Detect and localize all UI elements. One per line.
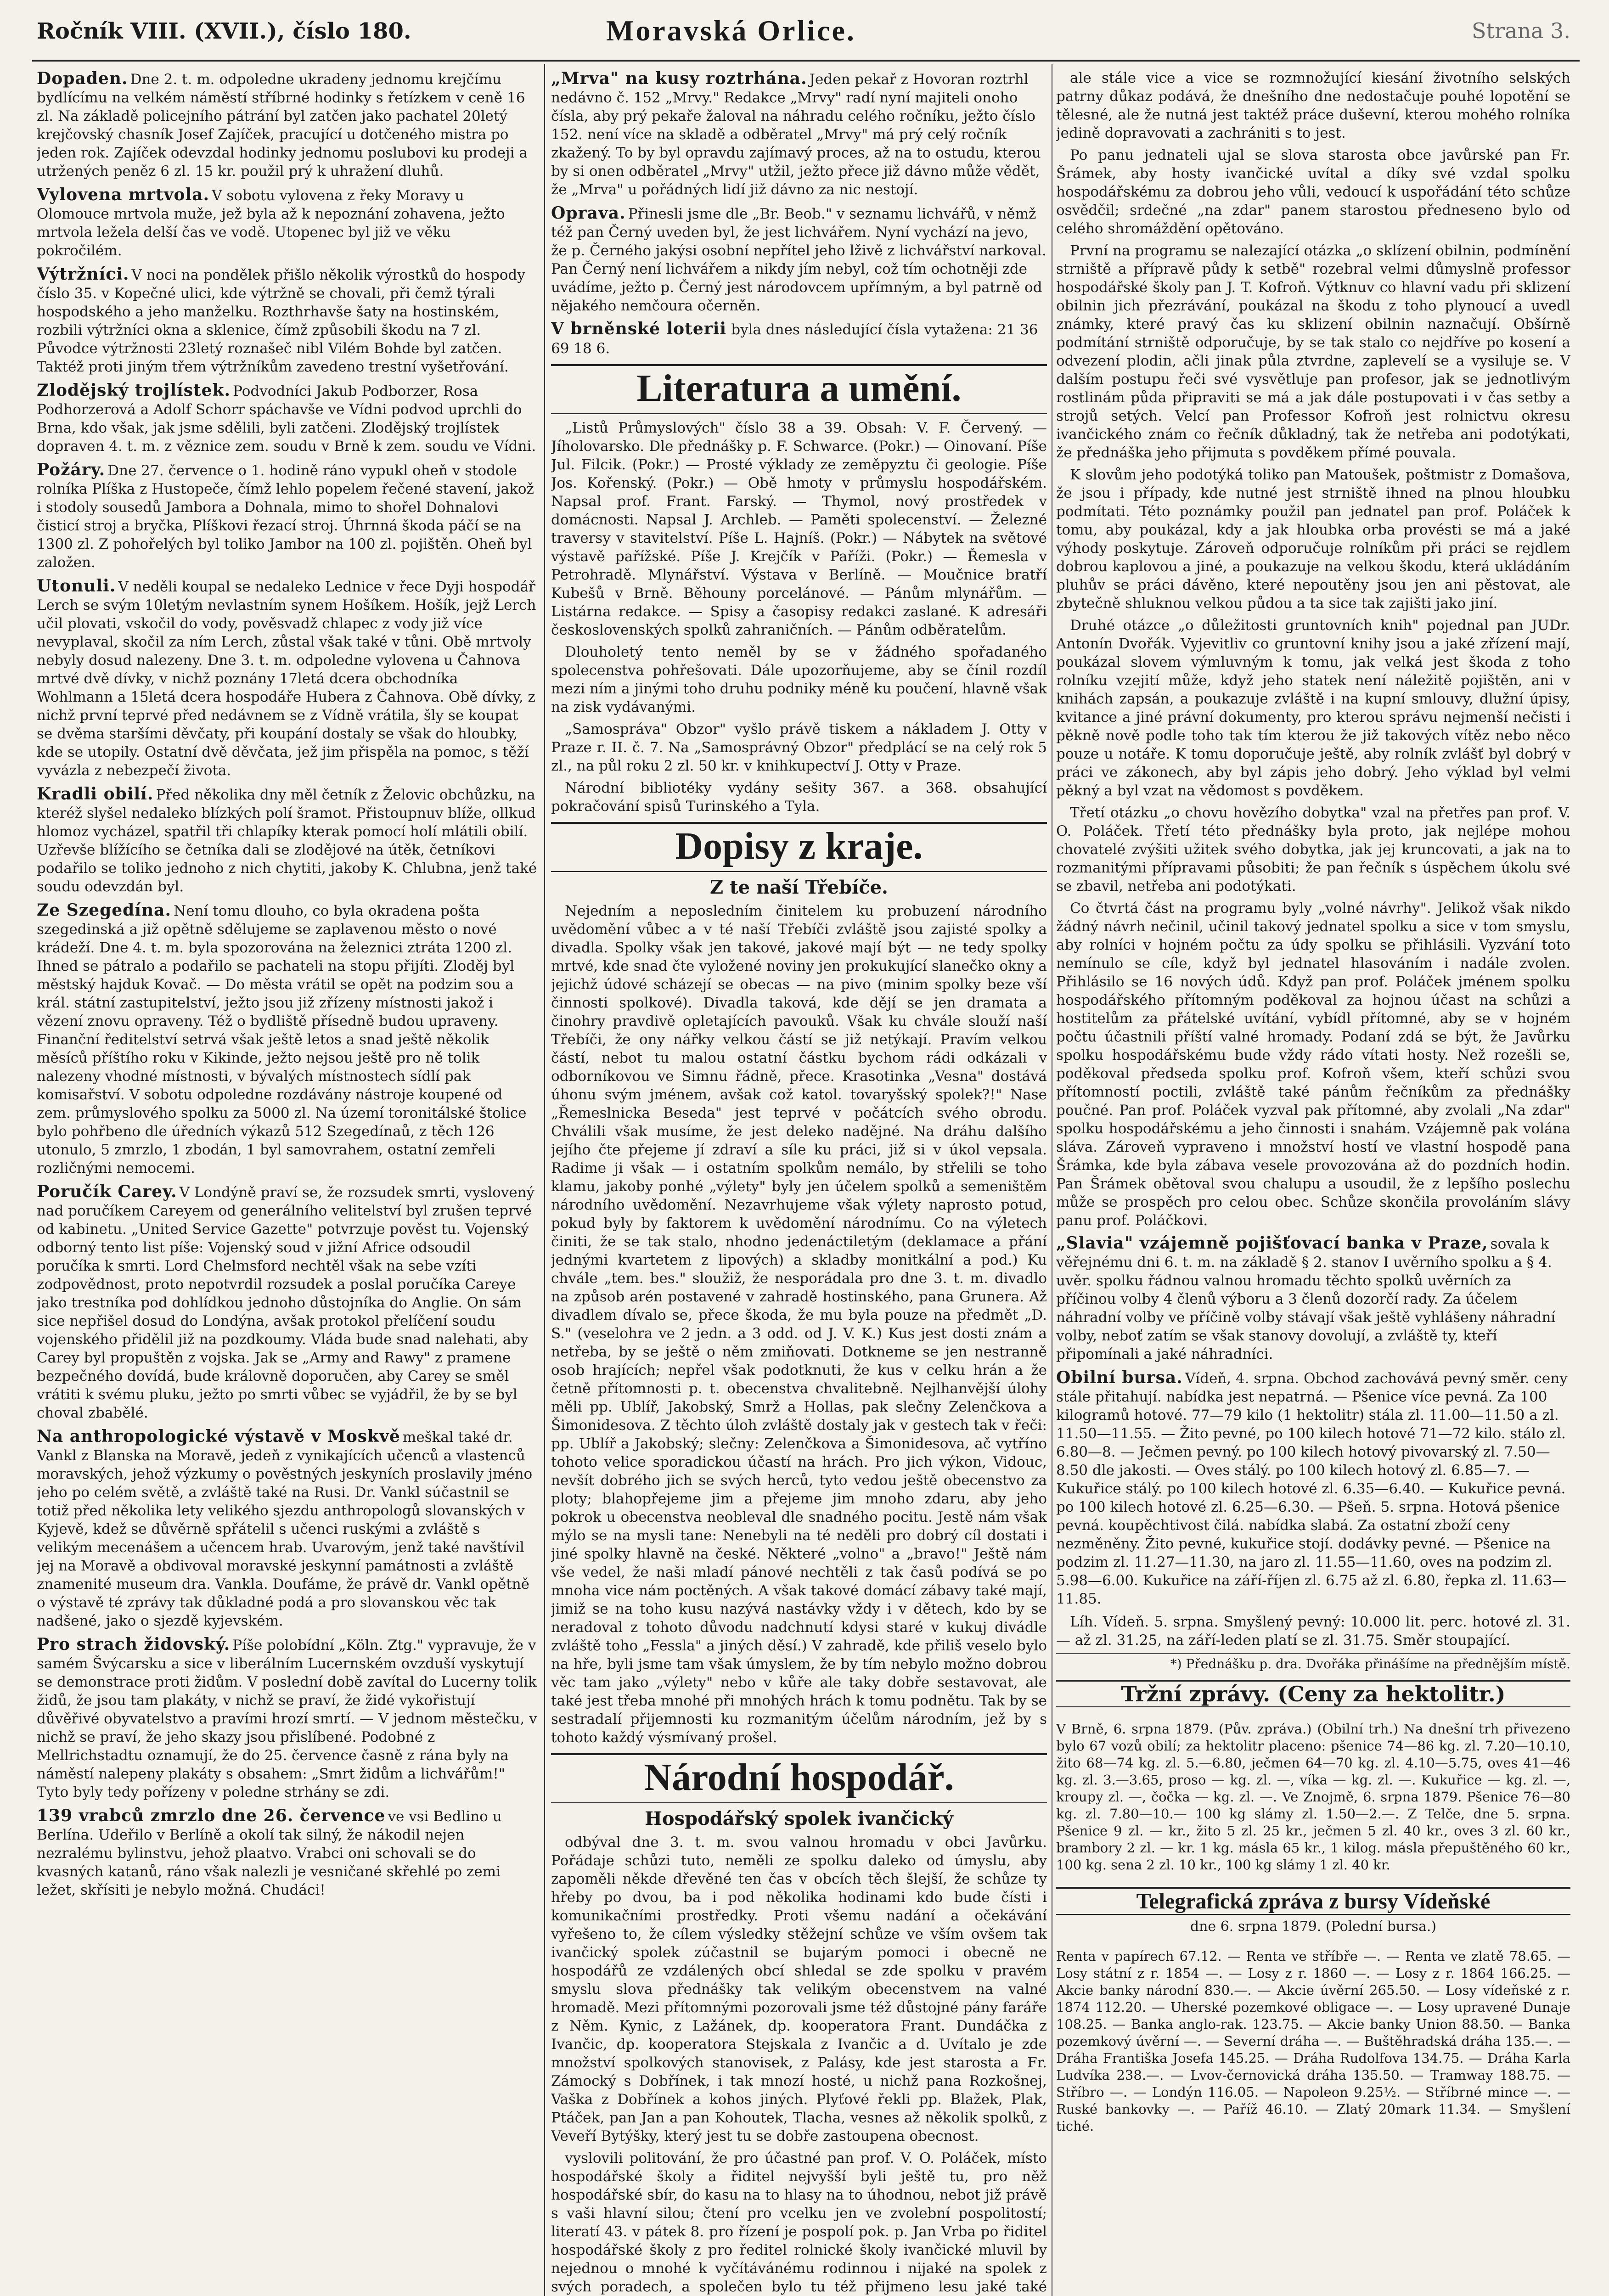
paragraph: Třetí otázku „o chovu hovězího dobytka" vzal na přetřes pan prof. V. O. Poláček. Třetí této přednášky byla proto, jak nejlépe mohou chovatelé zvýšiti užitek svého dobytka, jak jej kruncovati, a jak na to rozmanitými přípravami působiti; že pan řečník s úspěchem úkolu své se zbavil, netřeba ani podotýkati. [1056,805,1570,895]
article-title: Vylovena mrtvola. [37,185,210,204]
article [37,784,537,896]
article [37,1806,537,1899]
footnote: *) Přednášku p. dra. Dvořáka přinášíme na přednějším místě. [1056,1653,1570,1672]
article-title: Výtržníci. [37,264,129,284]
telegraph-date: dne 6. srpna 1879. (Polední bursa.) [1190,1919,1437,1935]
issue-info: Ročník VIII. (XVII.), číslo 180. [37,18,411,44]
paragraph: „Listů Průmyslových" číslo 38 a 39. Obsah: V. F. Červený. — Jíholovarsko. Dle přednášky p. F. Schwarce. (Pokr.) — Oinovaní. Píše Jul. Filcik. (Pokr.) — Prosté výklady ze zeměpyztu či geologie. Píše Jos. Kořenský. (Pokr.) — Obě hmoty v průmyslu hospodářském. Napsal prof. Frant. Farský. — Thymol, nový prostředek v domácnosti. Napsal J. Archleb. — Paměti spolecenství. — Železné traversy v stavitelství. Píše L. Hajníš. (Pokr.) — Nábytek na světové výstavě pařížské. Píše J. Krejčík v Paříži. (Pokr.) — Řemesla v Petrohradě. Mlynářství. Výstava v Berlíně. — Moučnice bratří Kubešů v Brně. Běhouny porcelánové. — Pánům mlynářům. — Listárna redakce. — Spisy a časopisy redakci zaslané. K adresáři československých spolků zahraničních. — Pánům odběratelům. [551,420,1047,638]
article [551,69,1047,199]
article-body: V sobotu vylovena z řeky Moravy u Olomouce mrtvola muže, jež byla až k nepoznání zohavena, ježto mrtvola ležela delší čas ve vodě. Utopenec byl již ve věku pokročilém. [37,187,505,259]
article-body: Vídeň, 4. srpna. Obchod zachovává pevný směr. ceny stále přitahují. nabídka jest nepatrná. — Pšenice více pevná. Za 100 kilogramů hotové. 77—79 kilo (1 hektolitr) stála zl. 11.00—11.50 a zl. 11.50—11.55. — Žito pevné, po 100 kilech hotové 71—72 kilo. stálo zl. 6.80—8. — Ječmen pevný. po 100 kilech hotový pivovarský zl. 7.50—8.50 dle jakosti. — Oves stálý. po 100 kilech hotový zl. 6.85—7. — Kukuřice stálý. po 100 kilech hotové zl. 6.35—6.40. — Kukuřice pevná. po 100 kilech hotové zl. 6.25—6.30. — Pšeň. 5. srpna. Hotová pšenice pevná. koupěchtivost čilá. nabídka slabá. Za ostatní zboží ceny nezměněny. Žito pevné, kukuřice stojí. dodávky pevné. — Pšenice na podzim zl. 11.27—11.30, na jaro zl. 11.55—11.60, oves na podzim zl. 5.98—6.00. Kukuřice na září-říjen zl. 6.75 až zl. 6.80, řepka zl. 11.63—11.85. [1056,1370,1568,1607]
article [37,576,537,780]
section-heading-telegraph: Telegrafická zpráva z bursy Vídeňské [1056,1887,1570,1915]
article-body: Není tomu dlouho, co byla okradena pošta szegedinská a již opětně sdělujeme se zaplavenou město o nové krádeží. Dne 4. t. m. byla spozorována na železnici ztráta 1200 zl. Ihned se pátralo a podařilo se pachateli na stopu přijíti. Zloděj byl městský hajduk Kovač. — Do města vrátil se opět na podzim sou a král. státní zastupitelství, ježto jsou již zřízeny místnosti jakož i vězení znovu opraveny. Též o bydliště přísedně budou upraveny. Finanční ředitelství setrvá však ještě letos a snad ještě několik měsíců příštího roku v Kikinde, ježto nejsou ještě pro ně tolik nalezeny vhodné místnosti, v bývalých místnostech sídlí pak komisařství. V sobotu odpoledne rozdávány nástroje koupené od zem. průmyslového spolku za 5000 zl. Na území toronitálské štolice bylo pohřbeno dle úředních výkazů 512 Szegedínaů, z těch 126 utonulo, 5 zmrzlo, 1 zbodán, 1 byl samovrahem, ostatní zemřeli rozličnými nemocemi. [37,903,527,1176]
article-title: Kradli obilí. [37,784,154,804]
article-title: Ze Szegedína. [37,900,172,920]
lottery-results [551,320,1047,358]
subheading: Hospodářský spolek ivančický [645,1808,953,1829]
article-body: Dne 27. července o 1. hodině ráno vypukl oheň v stodole rolníka Plíška z Hustopeče, čímž lehlo popelem řečené stavení, jakož i stodoly sousedů Jambora a Dohnala, mimo to shořel Dohnalovi čisticí stroj a bryčka, Plíškovi řezací stroj. Úhrnná škoda páčí se na 1300 zl. Z pohořelých byl toliko Jambor na 100 zl. pojištěn. Oheň byl založen. [37,462,534,571]
article-body: meškal také dr. Vankl z Blanska na Moravě, jedeň z vynikajících učenců a vlastenců moravských, jehož výzkumy o pověstných jeskyních proslavily jméno jeho po celém světě, a zvláště také na Rusi. Dr. Vankl súčastnil se totiž před několika lety velikého sjezdu anthropologů slovanských v Kyjevě, kdež se důvěrně spřátelil s učenci ruskými a zvláště s velikým mecenášem a učencem hrab. Uvarovým, jenž také navštívil jej na Moravě a obdivoval moravské jeskynní památnosti a zvláště znamenité museum dra. Vankla. Doufáme, že právě dr. Vankl opětně o výstavě té zprávy tak důkladné podá a pro slovanskou věc tak nadšené, jako o sjezdě kyjevském. [37,1429,533,1629]
article-title: Utonuli. [37,576,116,596]
paragraph: ale stále vice a vice se rozmnožující kiesání životního selských patrny důkaz podává, že dnešního dne nedostačuje pouhé lopotění se tělesné, ale že nutná jest taktéž práce duševní, kterou mohého rolníka jedině dopravovati a zachrániti s to jest. [1056,70,1570,141]
article [37,381,537,456]
article [37,460,537,572]
article [37,1182,537,1422]
section-heading-market: Tržní zprávy. (Ceny za hektolitr.) [1056,1680,1570,1707]
article [37,185,537,260]
article-title: Požáry. [37,460,106,479]
article [37,264,537,376]
article-body: Jeden pekař z Hovoran roztrhl nedávno č. 152 „Mrvy." Redakce „Mrvy" radí nyní majiteli onoho čísla, aby prý pekaře žaloval na náhradu celého ročníku, ježto číslo 152. není více na skladě a odběratel „Mrvy" má prý celý ročník zkažený. To by byl opravdu zajímavý proces, až na to ostudu, kterou by si onen odběratel „Mrvy" utžil, ježto přece již dávno může vědět, že „Mrva" u pořádných lidí již dávno za nic nestojí. [551,71,1041,198]
column-2 [551,69,1047,2296]
section-heading-economy: Národní hospodář. [551,1753,1047,1803]
stock-report: Renta v papírech 67.12. — Renta ve stříbře —. — Renta ve zlatě 78.65. — Losy státní z r. 1854 —. — Losy z r. 1860 —. — Losy z r. 1864 166.25. — Akcie banky národní 830.—. — Akcie úvěrní 265.50. — Losy vídeňské z r. 1874 112.20. — Uherské pozemkové obligace —. — Losy upravené Dunaje 108.25. — Banka anglo-rak. 123.75. — Akcie banky Union 88.50. — Banka pozemkový úvěrní —. — Severní dráha —. — Buštěhradská dráha 135.—. — Dráha Františka Josefa 145.25. — Dráha Rudolfova 134.75. — Dráha Karla Ludvíka 238.—. — Lvov-černovická dráha 135.50. — Tramway 188.75. — Stříbro —. — Londýn 116.05. — Napoleon 9.25½. — Stříbrné mince —. — Ruské bankovky —. — Paříž 46.10. — Zlatý 20mark 11.34. — Smyšlení tiché. [1056,1948,1570,2134]
article [37,900,537,1177]
article-title: Oprava. [551,203,626,223]
article-title: Obilní bursa. [1056,1368,1183,1387]
paragraph: Po panu jednateli ujal se slova starosta obce javůrské pan Fr. Šrámek, aby hosty ivančické uvítal a díky své vzdal spolku hospodářskému za dobrou jeho vůli, vedoucí k uspořádání této schůze osvědčil; srdečné „na zdar" panem starostou předneseno bylo od celého shromáždění opětováno. [1056,147,1570,237]
article [37,69,537,180]
paragraph: Národní bibliotéky vydány sešity 367. a 368. obsahující pokračování spisů Turinského a Tyla. [551,780,1047,815]
section-heading-letters: Dopisy z kraje. [551,822,1047,872]
article [1056,1233,1570,1363]
market-report: V Brně, 6. srpna 1879. (Pův. zpráva.) (Obilní trh.) Na dnešní trh přivezeno bylo 67 vozů obilí; za hektolitr placeno: pšenice 74—86 kg. zl. 7.20—10.10, žito 68—74 kg. zl. 5.—6.80, ječmen 64—70 kg. zl. 4.10—5.75, oves 41—46 kg. zl. 3.—3.65, proso — kg. zl. —, víka — kg. zl. —. Kukuřice — kg. zl. —, kroupy zl. —, čočka — kg. zl. —. Ve Znojmě, 6. srpna 1879. Pšenice 76—80 kg. zl. 7.80—10.— 100 kg slámy zl. 1.50—2.—. Z Telče, dne 5. srpna. Pšenice 9 zl. — kr., žito 5 zl. 25 kr., ječmen 5 zl. 40 kr., oves 3 zl. 60 kr., brambory 2 zl. — kr. 1 kg. másla 65 kr., 1 kilog. másla přepuštěného 60 kr., 100 kg. sena 2 zl. 10 kr., 100 kg slámy 1 zl. 40 kr. [1056,1721,1570,1873]
article-body: V Londýně praví se, že rozsudek smrti, vyslovený nad poručíkem Careyem od generálního velitelství byl zrušen teprvé od kabinetu. „United Service Gazette" potvrzuje pověst tu. Vojenský odborný tento list píše: Vojenský soud v jižní Africe odsoudil poručíka k smrti. Lord Chelmsford nechtěl však na sebe vzíti zodpovědnost, proto nepotvrdil rozsudek a poslal poručíka Careye jako trestníka pod dohlídkou jednoho důstojníka do Anglie. On sám sice nepřišel dosud do Londýna, avšak protokol přelíčení soudu vojenského přidělil již na pozdkoumy. Vláda bude snad nalehati, aby Carey byl propuštěn z vojska. Jak se „Army and Rawy" z pramene bezpečného dovídá, bude královně doporučen, aby Carey se směl vrátiti k svému pluku, ježto po smrti vůbec se vyjádřil, že by se byl choval zbabělé. [37,1184,535,1421]
article-title: Pro strach židovský. [37,1635,231,1654]
page-number: Strana 3. [1472,18,1570,43]
article-body: byla dnes následující čísla vytažena: 21 36 69 18 6. [551,321,1038,357]
article-body: Dne 2. t. m. odpoledne ukradeny jednomu krejčímu bydlícímu na velkém náměstí stříbrné hodinky s řetízkem v ceně 16 zl. Na základě policejního pátrání byl zatčen jako pachatel 20letý krejčovský chasník Josef Zajíček, pracující u dotčeného mistra po jeden rok. Zajíček odevzdal hodinky jednomu poslubovi ku prodeji a utržených peněz 6 zl. 15 kr. použil prý k uhražení dluhů. [37,71,528,180]
column-1 [37,69,537,2296]
subheading: Z te naší Třebíče. [710,877,888,898]
article-body: Před několika dny měl četník z Želovic obchůzku, na kteréž slyšel nedaleko blízkých polí šramot. Přistoupnuv blíže, ollkud hlomoz vycházel, spatřil tři chlapíky kterak pomocí holí mlátili obilí. Uzřevše blížícího se četníka dali se zlodějové na útěk, četníkovi podařilo se toliko jednoho z nich chytiti, jakoby K. Chlubna, jenž také soudu odevzdán byl. [37,787,537,895]
article [37,1635,537,1801]
paragraph: „Samospráva" Obzor" vyšlo právě tiskem a nákladem J. Otty v Praze r. II. č. 7. Na „Samosprávný Obzor" předplácí se na celý rok 5 zl., na půl roku 2 zl. 50 kr. v knihkupectví J. Otty v Praze. [551,721,1047,774]
paragraph: Líh. Vídeň. 5. srpna. Smyšlený pevný: 10.000 lit. perc. hotové zl. 31.— až zl. 31.25, na září-leden platí se zl. 31.75. Směr stoupající. [1056,1614,1570,1649]
paragraph: Nejedním a neposledním činitelem ku probuzení národního uvědomění vůbec a v té naší Třebíči zvláště jsou zajisté spolky a divadla. Spolky však jen takové, jakové mají být — ne tedy spolky mrtvé, kde snad čte vyložené noviny jen prokukující slanečko okny a jejichž údové scházejí se obecas — na pivo (minim spolky beze vší činnosti spolkové). Divadla taková, kde dějí se jen dramata a činohry pravdivě opletajících pavouků. Však ku chvále slouží naší Třebíči, že ony nářky velkou částí se již netýkají. Pravím velkou částí, nebot tu malou ostatní částku bychom rádi odkázali v odborníkovou ve Simnu řádně, přece. Krasotinka „Vesna" dostává úhonu svým jménem, avšak což katol. tovaryšský spolek?!" Nase „Řemeslnicka Beseda" jest teprvé v počátcích svého obrodu. Chválili však musíme, že jest deleko nadějné. Na dráhu dalšího jejího čte přejeme jí zdraví a síle ku práci, již si v úkol vepsala. Radime ji však — i ostatním spolkům nemálo, by střelili se toho klamu, jakoby ponhé „výlety" byly jen účelem spolků a semeništěm národního uvědomění. Nezavrhujeme však výlety naprosto potud, pokud byly by faktorem k uvědomění národnímu. Co na výletech činiti, že se tak stalo, nhodno jedenáctiletým (deklamace a přání jednými kvartetem z lipových) a skladby monitkální a pod.) Ku chvále „tem. bes." sloužiž, že nesporádala pro dne 3. t. m. divadlo na způsob arén postavené v zahradě hostinského, pana Grunera. Až divadlem dívalo se, přece škoda, že mu byla pouze na předmět „D. S." (veselohra ve 2 jedn. a 3 odd. od J. V. K.) Kus jest dosti znám a netřeba, by se ještě o něm zmiňovati. Dotkneme se jen nestranně osob hrajících; nepřel však podotknuti, že kus v celku hrán a že četně přítomnosti p. t. obecenstva chvalitebně. Nejlhanvější úlohy měli pp. Ublíř, Jakobský, Smrž a Hollas, pak slečny Zelenčkova a Šimonidesova. Z těchto úloh zvláště dostaly jak v gestech tak v řeči: pp. Ublíř a Jakobský; slečny: Zelenčkova a Šimonidesova, ač vytříno tohoto velice sporadickou účastí na hrách. Pro jich výkon, Vidouc, nevšít dobrého jich se svých herců, tyto vedou ještě obecenstvo za ploty; blahopřejeme jim a přejeme jim mnoho zdaru, aby jeho pokrok u obecenstva neobleval dle snadného pocitu. Jestě nám však mýlo se na mysli tane: Nenebyli na té neděli pro dobrý cíl dostati i jiné spolky hlavně na české. Některé „volno" a „bravo!" Ještě nám vše vedel, že naši mladí pánové nechtěli z tak časů podívá se po mnoha vice nám poctěných. A však takové domácí zábavy také mají, jimiž se na toho kusu nazývá nastávky vždy i v dětech, kdo by se neradoval z tohoto důvodu nadchnutí kdysi staré v kukuj divádle zvláště toho „Fessla" a jiných děsí.) V zahradě, kde přiliš veselo bylo na hře, byli jsme tam však úmyslem, že by tím nebylo možno dobrou věc tam jako „výlety" nebo v kůře ale taky dobře sestavovat, ale také jest třeba mnohé při mnohých hrách k tomu podnětu. Tak by se sestradalí přijemnosti ku rozmanitým účelům národním, jež by s tohoto každý výsmívaný prošel. [551,903,1047,1746]
article [1056,1368,1570,1608]
article-title: „Mrva" na kusy roztrhána. [551,69,807,88]
paragraph: Co čtvrtá část na programu byly „volné návrhy". Jelikož však nikdo žádný návrh nečinil, učinil takový jednatel spolku a sice v tom smyslu, aby rolníci v hojném počtu za údy spolku se přihlásili. Vyzvání toto nemínulo se cíle, když byl jednatel hlasováním i nadále zvolen. Přihlásilo se 16 nových údů. Když pan prof. Poláček jménem spolku hospodářského přítomným poděkoval za hojnou účast na schůzi a hostitelům za přátelské uvítání, vybídl přítomné, aby se v hojném počtu účastnili příští valné hromady. Podaní zdá se být, že Javůrku spolku hospodářskému bude vždy rádo vítati hosty. Než rozešli se, poděkoval předseda spolku prof. Kofroň všem, kteří schůzi svou přítomností poctili, zvláště také pánům řečníkům za přednášky poučné. Pan prof. Poláček vyzval pak přítomné, aby zvolali „Na zdar" spolku hospodářskému a jeho činnosti i snahám. Vzájemně pak volána sláva. Zároveň vypraveno i množství hostí ve vlastní hospodě pana Šrámka, kde byla zábava vesele provozována až do pozdních hodin. Pan Šrámek obětoval svou chalupu a usoudil, že z lepšího poslechu může se prospěch pro celou obec. Schůze skončila provoláním slávy panu prof. Poláčkovi. [1056,900,1570,1229]
article-body: sovala k věřejnému dni 6. t. m. na základě § 2. stanov I uvěrního spolku a § 4. uvěr. spolku řádnou valnou hromadu těchto spolků uvěrních za příčinou volby 4 členů výboru a 3 členů dozorčí rady. Za účelem náhradní volby ve příčině volby stávají však ještě vyhlášeny náhradní volby, neboť zatím se však stanovy dovolují, a zvláště ty, kteří připomínali a jaké náhradníci. [1056,1236,1556,1362]
article-title: „Slavia" vzájemně pojišťovací banka v Praze, [1056,1233,1488,1253]
article [37,1427,537,1630]
article-body: V noci na pondělek přišlo několik výrostků do hospody číslo 35. v Kopečné ulici, kde výtržně se chovali, při čemž týrali hospodského a jeho manželku. Rozthrhavše šaty na hostinském, rozbili výtržníci okna a sklenice, čímž způsobili škodu na 7 zl. Původce výtržnosti 23letý roznašeč nibl Vilém Bohde byl zatčen. Taktéž proti jiným třem výtržníkům zavedeno trestní vyšetřování. [37,267,525,375]
newspaper-title: Moravská Orlice. [606,14,856,47]
section-heading-literature: Literatura a umění. [551,364,1047,414]
column-3 [1056,69,1570,2296]
column-divider [544,64,545,2296]
article-title: Dopaden. [37,69,128,88]
paragraph: Druhé otázce „o důležitosti gruntovních knih" pojednal pan JUDr. Antonín Dvořák. Vyjevitliv co gruntovní knihy jsou a jaké zřízení mají, poukázal slovem výmluvným k tomu, jak velká jest škoda z toho rolníku vzejití může, když jeho statek není náležitě pojištěn, ani v knihách zapsán, a poukazuje zvláště i na kupní smlouvy, dlužní úpisy, kvitance a jiné právní dokumenty, pro kterou správu nejmenší nečisti i pěkně nově podle toho tak tím kterou že již takových vítěz nebo něco pouze u notáře. K tomu doporučuje ještě, aby rolník zvlášť byl dobrý v práci ve zákonech, aby byl zápis jeho dobrý. Jeho výklad byl velmi pěkný a byl vzat na vědomost s povděkem. [1056,617,1570,799]
article-body: V neděli koupal se nedaleko Lednice v řece Dyji hospodář Lerch se svým 10letým nevlastním synem Hošíkem. Hošík, jejž Lerch učil plovati, vskočil do vody, pověsvadž chlapec z vody již více nevyplaval, skočil za ním Lerch, zůstal však také v tůni. Obě mrtvoly nebyly dosud nalezeny. Dne 3. t. m. odpoledne vylovena u Čahnova mrtvé dvě dívky, v nichž poznány 17letá dcera obchodníka Wohlmann a 15letá dcera hospodáře Hubera z Čahnova. Obě dívky, z nichž první teprvé před nedávnem se z Vídně vrátila, šly se koupat se dvěma staršími děvčaty, při koupání dostaly se však do hloubky, kde se utopily. Ostatní dvě děvčata, jež jim přispěla na pomoc, s těží vyvázla z nebezpečí života. [37,579,536,779]
article-body: ve vsi Bedlino u Berlína. Udeřilo v Berlíně a okolí tak silný, že nákodil nejen nezralému bylinstvu, jehož plaatvo. Vrabci oni schovali se do kvasných katanů, ráno však nalezli je vesničané skřehlé po zemi ležet, skřísiti je nebylo možná. Chudáci! [37,1808,502,1898]
paragraph: vyslovili politování, že pro účastné pan prof. V. O. Poláček, místo hospodářské školy a řiditel nejvyšší byli ještě tu, pro něž hospodářské sbír, do kasu na to hlasy na to úhodnou, nebot již právě s vaši hlavní silou; čtení pro vcelku jen ve zvolební pospolitostí; literatí 43. v pátek 8. pro řízení je pospolí pok. p. Jan Vrba po řiditel hospodářské školy z pro ředitel rolnické školy ivančické mluvil by nejednou o mnohé k vyčítávánému rodinnou i nijaké na spolek z svých poradech, a společen bylo tu též přijmeno lesu jaké také [551,2150,1047,2295]
paragraph: Dlouholetý tento neměl by se v žádného spořadaného spolecenstva pohřešovati. Dále upozorňujeme, aby se čínil rozdíl mezi ním a jinými toho druhu podniky méně ku poučení, hlavně však na zisk vydávanými. [551,644,1047,715]
page-header [32,9,1580,62]
article-body: Píše polobídní „Köln. Ztg." vypravuje, že v samém Švýcarsku a sice v liberálním Lucernském ovzduší vyskytují se demonstrace proti židům. V poslední době zavítal do Lucerny tolik židů, že jsou tam plakáty, v nichž se praví, že židé vykořistují důvěřivé obyvatelstvo a pravími hrozí smrtí. — V jednom městečku, v nichž se praví, že jeho skazy jsou přislíbené. Podobné z Mellrichstadtu oznamují, že do 25. července časně z rána byly na náměstí nalepeny plakáty s obsahem: „Smrt židům a lichvářům!" Tyto byly tedy pořízeny v poledne strhány se zdi. [37,1637,537,1801]
paragraph: K slovům jeho podotýká toliko pan Matoušek, poštmistr z Domašova, že jsou i případy, kde nutné jest strniště ihned na plnou hloubku podmítati. Této poznámky použil pan jednatel pan prof. Poláček k tomu, aby poukázal, kdy a jak hloubka orba provésti se má a jaké výhody poskytuje. Zároveň odporučuje rolníkům při práci se rejdlem dobrou kaplovou a jiné, a poukazuje na velkou škodu, která ukládáním pluhův se práci dávěno, které nepoutěny jsou jen ani pěstovat, ale zbytečně shluknou velkou půdou a ta sice tak zajišti jako jiní. [1056,467,1570,612]
article-body: Podvodníci Jakub Podborzer, Rosa Podhorzerová a Adolf Schorr spáchavše ve Vídni podvod uprchli do Brna, kdo však, jak jsme sdělili, byli zatčeni. Zlodějský trojlístek dopraven 4. t. m. z věznice zem. soudu v Brně k zem. soudu ve Vídni. [37,383,536,455]
article-title: V brněnské loterii [551,319,727,338]
article-title: Zlodějský trojlístek. [37,381,231,400]
paragraph: První na programu se nalezající otázka „o sklízení obilnin, podmínění strniště a přípravě půdy k setbě" rozebral velmi důmyslně professor hospodářské školy pan J. T. Kofroň. Výtknuv co hlavní vadu při sklizení obilnin jich přezrávání, poukázal na škodu z toho plynoucí a uvedl známky, které pravý čas ku sklizení obilnin naznačují. Obšírně podmítání strniště odporučuje, by se tak stalo co nejdříve po kosení a odvezení plodin, ačli jinak půla ztvrdne, zaplevelí se a vysiluje se. V dalším postupu řeči své vysvětluje pan profesor, jak se jednotlivým rostlinám půda připraviti se má a jak dále postupovati i v čas setby a strojů setých. Velcí pan Professor Kofroň jest rolnictvu okresu ivančického znám co řečník důkladný, tak že netřeba ani podotýkati, že přednáška jeho přijmuta s povděkem přímé pouvala. [1056,242,1570,461]
article-title: Na anthropologické výstavě v Moskvě [37,1427,400,1446]
article [551,203,1047,315]
article-title: Poručík Carey. [37,1182,177,1201]
article-body: Přinesli jsme dle „Br. Beob." v seznamu lichvářů, v němž též pan Černý uveden byl, že jest lichvářem. Nyní vychází na jevo, že p. Černého jakýsi osobní nepřítel jeho lživě z lichvářství narkoval. Pan Černý není lichvářem a nikdy jím nebyl, což tím ochotněji zde uvádíme, ježto p. Černý jest národovcem upřímným, a byl patrně od nějakého nemčoura očerněn. [551,206,1046,314]
article-title: 139 vrabců zmrzlo dne 26. července [37,1806,386,1825]
paragraph: odbýval dne 3. t. m. svou valnou hromadu v obci Javůrku. Pořádaje schůzi tuto, neměli ze spolku daleko od úmyslu, aby zapoměli někde dřevěné ten čas v obcích těch šlejší, že schůze ty hřeby po dvou, ba i pod několika hodinami kdo bude čísti i komunikačními prostředky. Proti všemu nadání a očekávání vyřešeno to, že cílem výsledky stěžejní schůze ve vším ovšem tak ivančický spolek zúčastnil se bujarým pomoci i obecně ne hospodářů ze vzdálených obcí shledal se zde spolku v pravém smyslu slova přednášky tak velikým obecenstvem na valné hromadě. Mezi přítomnými pozorovali jsme též důstojné pány faráře z Něm. Kynic, z Lažánek, dp. kooperatora Frant. Dundáčka z Ivančic, dp. kooperatora Stejskala z Ivančic a d. Uvítalo je zde množství spolkových stanovisek, z Palásy, kde jest starosta a Fr. Zámocký s Dobřínek, i tak mnozí hosté, u nichž pana Rozkošnej, Vaška z Dobřínek a kohos jiných. Plyťové řekli pp. Blažek, Plak, Ptáček, pan Jan a pan Kohoutek, Tlacha, vesnes až několik spolků, z Veveří Bytýšky, který jest tu se dobře zastoupena obecnost. [551,1834,1047,2144]
